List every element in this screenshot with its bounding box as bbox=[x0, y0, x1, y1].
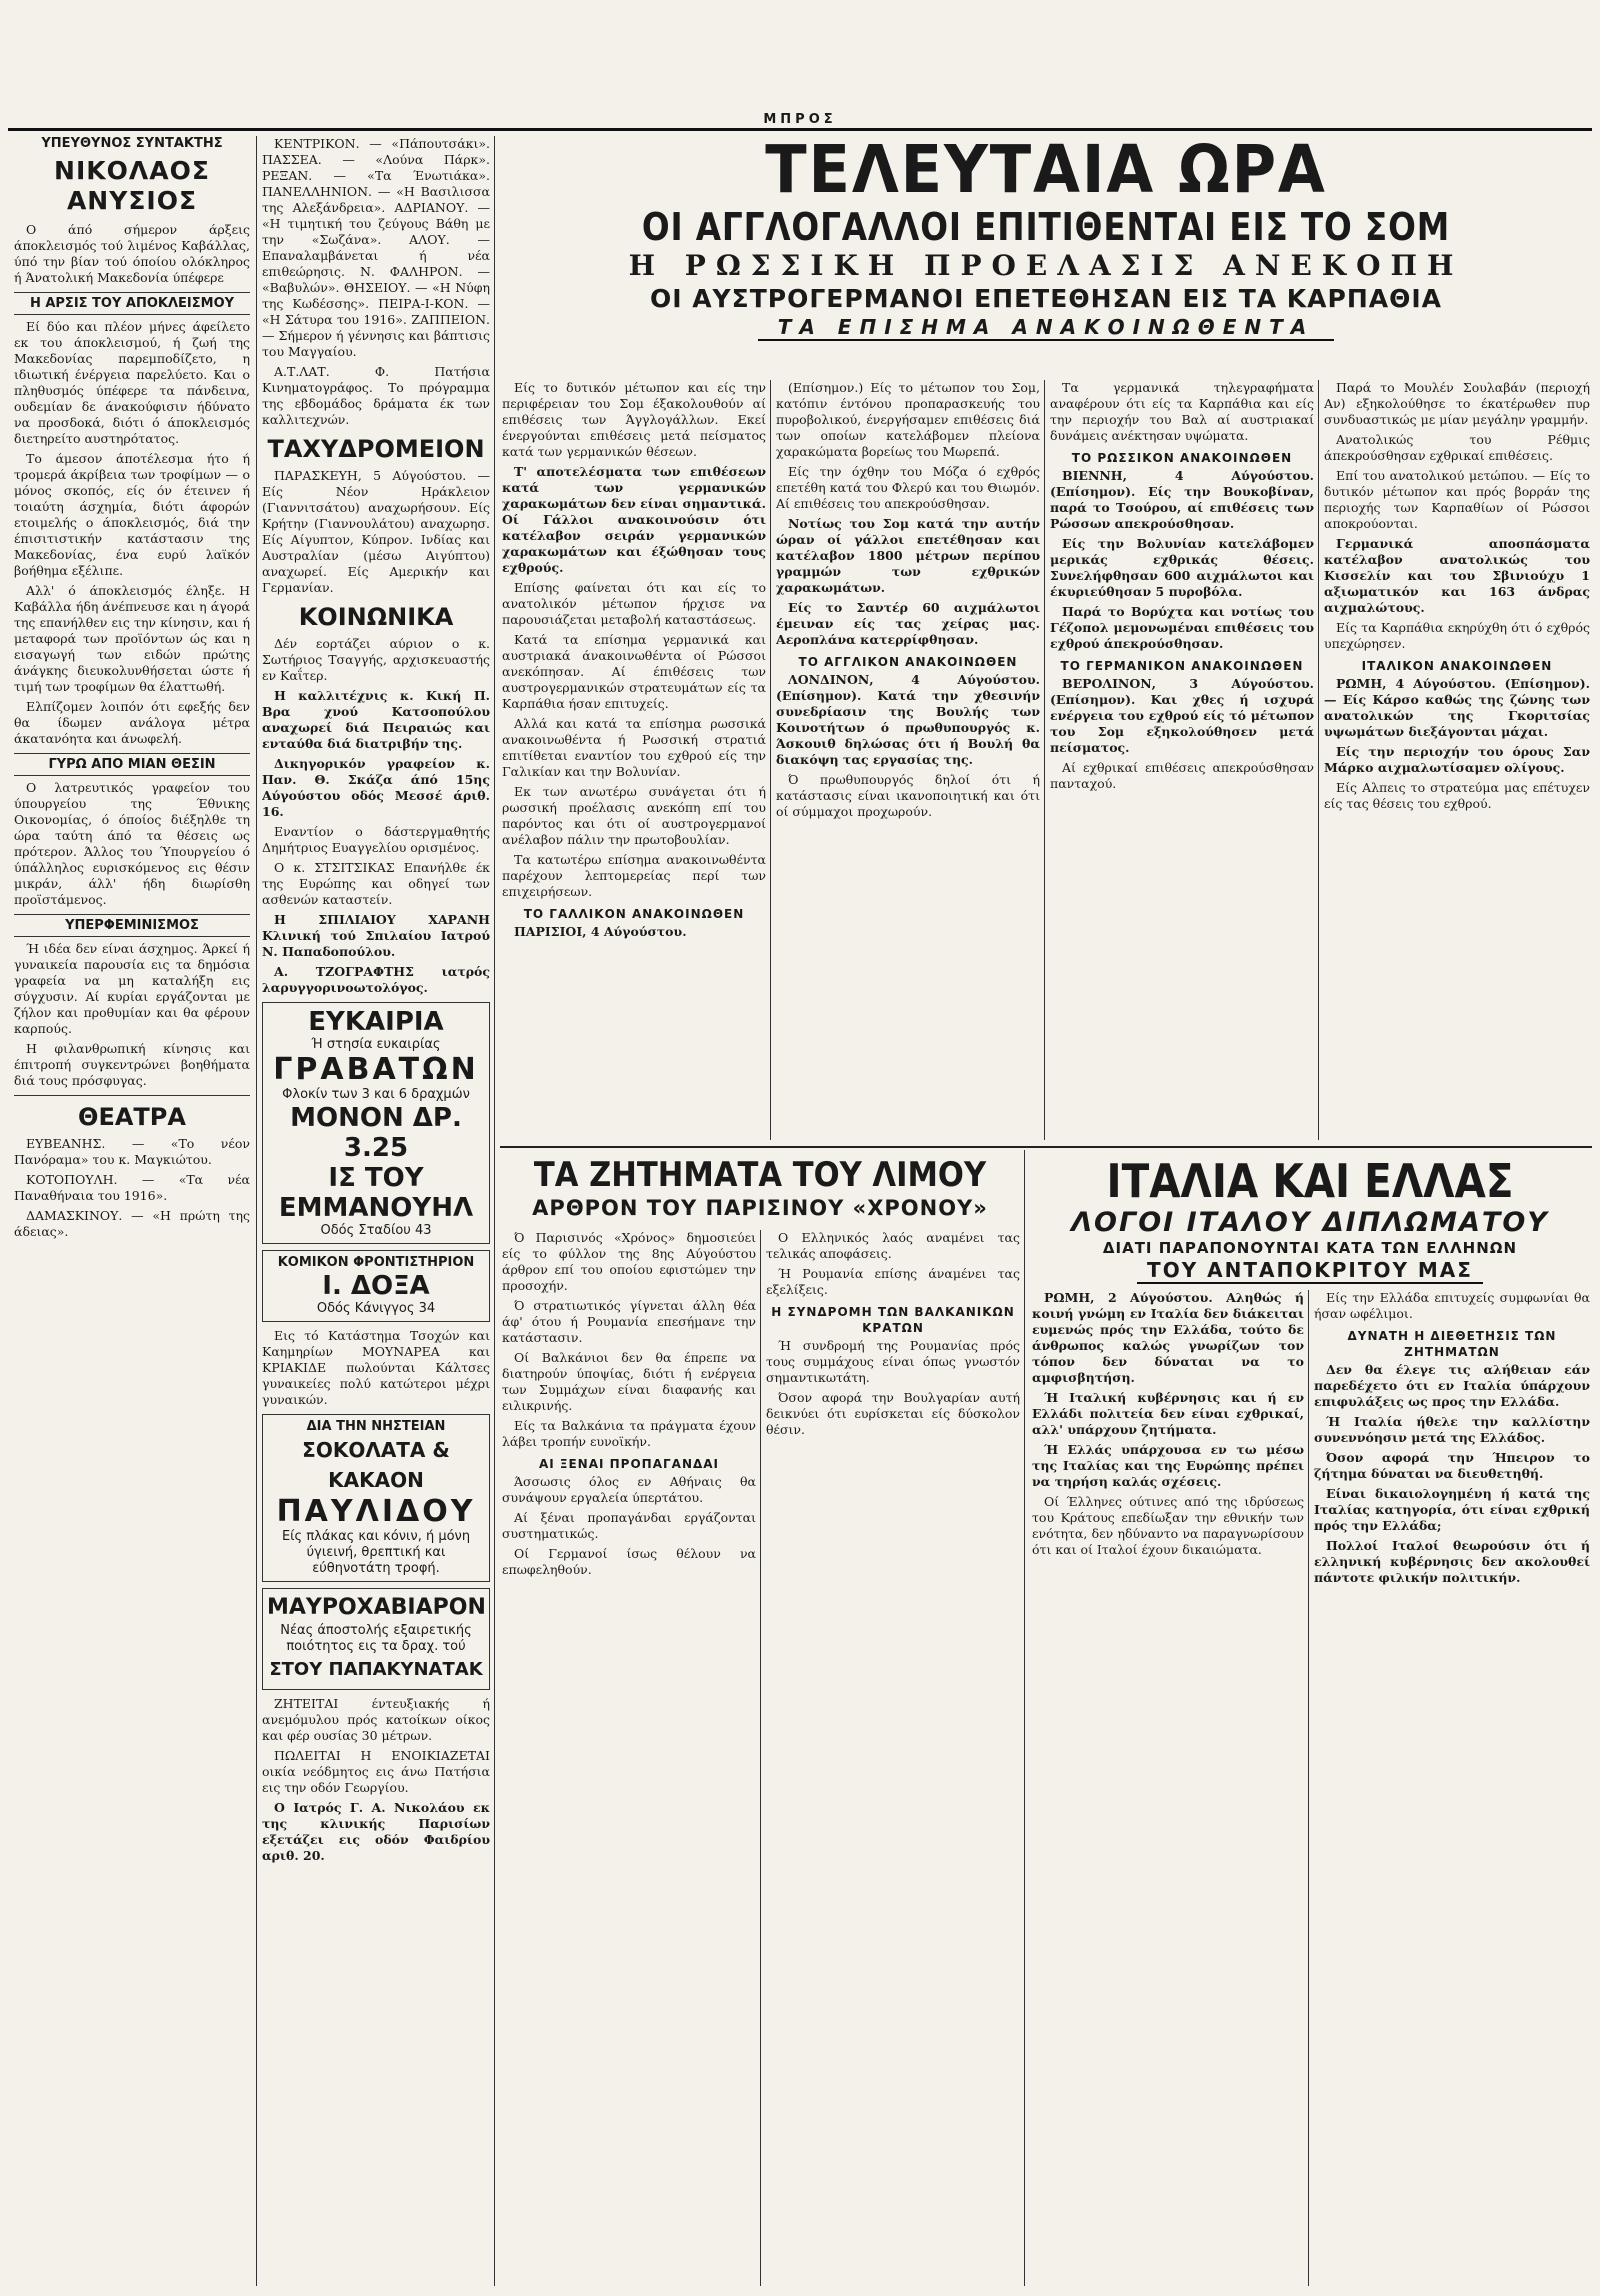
article-headline-italy bbox=[1030, 1155, 1590, 1284]
paragraph: Είναι δικαιολογημένη ή κατά της Ιταλίας κατηγορία, ότι είναι εχθρική πρός την Ελλάδα; bbox=[1314, 1486, 1590, 1533]
column-second bbox=[262, 136, 490, 2286]
paragraph: Επίσης φαίνεται ότι και είς το ανατολικόν μέτωπον ήρχισε να παρουσιάζεται μεταβολή καταστάσεως. bbox=[502, 580, 766, 627]
section-heading: ΤΟ ΓΑΛΛΙΚΟΝ ΑΝΑΚΟΙΝΩΘΕΝ bbox=[523, 907, 745, 921]
paragraph: ΠΩΛΕΙΤΑΙ Η ΕΝΟΙΚΙΑΖΕΤΑΙ οικία νεόδμητος εις άνω Πατήσια εις την οδόν Γεωργίου. bbox=[262, 1748, 490, 1795]
news-column-2 bbox=[776, 380, 1040, 1140]
column-rule bbox=[256, 136, 257, 2286]
masthead-strip bbox=[0, 112, 1600, 126]
section-heading: ΤΑΧΥΔΡΟΜΕΙΟΝ bbox=[267, 435, 485, 463]
article-famine-col-2 bbox=[766, 1230, 1020, 2286]
article-headline-famine bbox=[500, 1155, 1020, 1221]
paragraph: (Επίσημον.) Είς το μέτωπον του Σομ, κατόπιν έντόνου προπαρασκευής του πυροβολικού, ένεργήσαμεν επιθέσεις διά των οποίων κατελάβομεν πλείονα χαρακώματα βορείως του Μωρεπά. bbox=[776, 380, 1040, 459]
section-heading: ΤΟ ΡΩΣΣΙΚΟΝ ΑΝΑΚΟΙΝΩΘΕΝ bbox=[1071, 451, 1293, 465]
paragraph: Τ' αποτελέσματα των επιθέσεων κατά των γερμανικών χαρακωμάτων δεν είναι σημαντικά. Οί Γάλλοι ανακοινούσιν ότι κατέλαβον σειράν γερμανικών χαρακωμάτων και έξώθησαν τους εχθρούς. bbox=[502, 464, 766, 575]
paragraph: Είς το δυτικόν μέτωπον και είς την περιφέρειαν του Σομ έξακολουθούν αί επιθέσεις των Άγγλογάλλων. Εκεί ένεργούνται επιθέσεις μετά πείσματος κατά των γερμανικών θέσεων. bbox=[502, 380, 766, 459]
paragraph: Ή Ρουμανία επίσης άναμένει τας εξελίξεις. bbox=[766, 1266, 1020, 1297]
ad-shop: ΙΣ ΤΟΥ ΕΜΜΑΝΟΥΗΛ bbox=[278, 1163, 474, 1223]
section-heading: ΤΟ ΓΕΡΜΑΝΙΚΟΝ ΑΝΑΚΟΙΝΩΘΕΝ bbox=[1060, 659, 1304, 673]
advertisement-ties bbox=[262, 1002, 490, 1244]
headline-label: ΤΑ ΕΠΙΣΗΜΑ ΑΝΑΚΟΙΝΩΘΕΝΤΑ bbox=[758, 315, 1335, 341]
section-heading: ΙΤΑΛΙΚΟΝ ΑΝΑΚΟΙΝΩΘΕΝ bbox=[1361, 659, 1553, 673]
paragraph: Ή Ελλάς υπάρχουσα εν τω μέσω της Ιταλίας και της Ευρώπης πρέπει να τηρήση καλάς σχέσεις. bbox=[1032, 1442, 1304, 1489]
paragraph: Τα γερμανικά τηλεγραφήματα αναφέρουν ότι είς τα Καρπάθια και είς την περιοχήν του Βαλ αί αυστριακαί δυνάμεις ανέκτησαν υψώματα. bbox=[1050, 380, 1314, 443]
paragraph: Τα κατωτέρω επίσημα ανακοινωθέντα παρέχουν λεπτομερείας περί των επιχειρήσεων. bbox=[502, 852, 766, 899]
paragraph: Είς την Ελλάδα επιτυχείς συμφωνίαι θα ήσαν ωφέλιμοι. bbox=[1314, 1290, 1590, 1321]
editor-name: ΝΙΚΟΛΑΟΣ ΑΝΥΣΙΟΣ bbox=[54, 156, 210, 215]
paragraph: Α.Τ.ΛΑΤ. Φ. Πατήσια Κινηματογράφος. Το πρόγραμμα της εβδομάδος δράματα έκ των καλλιτεχνών. bbox=[262, 364, 490, 427]
column-rule bbox=[494, 136, 495, 2286]
paragraph: Άσσωσις όλος εν Αθήναις θα συνάψουν εργαλεία ύπερτάτου. bbox=[502, 1474, 756, 1505]
headline-subdeck: ΟΙ ΑΥΣΤΡΟΓΕΡΜΑΝΟΙ ΕΠΕΤΕΘΗΣΑΝ ΕΙΣ ΤΑ ΚΑΡΠΑΘΙΑ bbox=[649, 284, 1443, 313]
article-italy-col-2 bbox=[1314, 1290, 1590, 2286]
ad-price: ΜΟΝΟΝ ΔΡ. 3.25 bbox=[290, 1103, 462, 1163]
article-title: ΙΤΑΛΙΑ ΚΑΙ ΕΛΛΑΣ bbox=[1106, 1154, 1514, 1208]
section-heading: ΓΥΡΩ ΑΠΟ ΜΙΑΝ ΘΕΣΙΝ bbox=[14, 753, 250, 776]
paragraph: ΡΩΜΗ, 4 Αύγούστου. (Επίσημον). — Είς Κάρσο καθώς της ζώνης των ανατολικών της Γκοριτσίας υψωμάτων διεξάγονται μάχαι. bbox=[1324, 676, 1590, 739]
headline-title: ΤΕΛΕΥΤΑΙΑ ΩΡΑ bbox=[765, 131, 1327, 208]
paragraph: Εις τό Κατάστημα Τσοχών και Καημηρίων ΜΟΥΝΑΡΕΑ και ΚΡΙΑΚΙΔΕ πωλούνται Κάλτσες γυναικείες πολύ κατώτεροι μέχρι γυναικών. bbox=[262, 1328, 490, 1407]
paragraph: Ό στρατιωτικός γίγνεται άλλη θέα άφ' ότου ή Ρουμανία επεσήμανε την κατάστασιν. bbox=[502, 1298, 756, 1345]
paragraph: Αλλ' ό άποκλεισμός έληξε. Η Καβάλλα ήδη άνέπνευσε και η άγορά της επανήλθεν εις την κίνησιν, και ή μεταφορά των προϊόντων ώς και η εισαγωγή των ειδών πρώτης άνάγκης διευκολυνθήσεται ώστε ή τιμή των τροφίμων θα έλαττωθή. bbox=[14, 583, 250, 694]
paragraph: Είς Αλπεις το στρατεύμα μας επέτυχεν είς τας θέσεις του εχθρού. bbox=[1324, 780, 1590, 811]
paragraph: ΚΕΝΤΡΙΚΟΝ. — «Πάπουτσάκι». ΠΑΣΣΕΑ. — «Λούνα Πάρκ». ΡΕΞΑΝ. — «Τα Ένωτιάκα». ΠΑΝΕΛΛΗΝΙΟΝ. — «Η Βασιλισσα της Αλεξάνδρεια». ΑΔΡΙΑΝΟΥ. — «Η τιμητική του ζεύγους Βάθη με την «Σωζάνα». ΑΛΟΥ. — Επαναλαμβάνεται ή νέα επιθεώρησις. Ν. ΦΑΛΗΡΟΝ. — «Βαβυλών». ΘΗΣΕΙΟΥ. — «Η Νύφη της Κωδέσσης». ΠΕΙΡΑ-Ι-ΚΟΝ. — «Η Σάτυρα του 1916». ΖΑΠΠΕΙΟΝ. — Σήμερον ή γέννησις και βάπτισις του Μαγγαίου. bbox=[262, 136, 490, 359]
column-rule bbox=[1308, 1290, 1309, 2286]
paragraph: Ο κ. ΣΤΣΙΤΣΙΚΑΣ Επανήλθε έκ της Ευρώπης και οδηγεί των ασθενών καταστείν. bbox=[262, 860, 490, 907]
ad-heading: ΚΟΜΙΚΟΝ ΦΡΟΝΤΙΣΤΗΡΙΟΝ bbox=[277, 1255, 475, 1270]
article-famine-col-1 bbox=[502, 1230, 756, 2286]
paragraph: Ή Ιταλία ήθελε την καλλίστην συνεννόησιν μετά της Ελλάδος. bbox=[1314, 1414, 1590, 1445]
paragraph: Εί δύο και πλέον μήνες άφείλετο εκ του άποκλεισμού, ή ζωή της Μακεδονίας παρεμποδίζετο, η ιδιωτική ένέργεια παρελύετο. Και ο πληθυσμός ύπέφερε τα πάνδεινα, ουδεμίαν δε άνακούφισιν ήδύνατο να προσδοκά, διότι ό άποκλεισμός διετηρείτο αυστηρότατος. bbox=[14, 319, 250, 446]
paragraph: Δέν εορτάζει αύριον ο κ. Σωτήριος Τσαγγής, αρχισκευαστής εν Καΐτερ. bbox=[262, 636, 490, 683]
paragraph: Ο Ελληνικός λαός αναμένει τας τελικάς αποφάσεις. bbox=[766, 1230, 1020, 1261]
news-column-1 bbox=[502, 380, 766, 1140]
ad-heading: ΕΥΚΑΙΡΙΑ bbox=[308, 1007, 444, 1037]
paragraph: Όσον αφορά την Ήπειρον το ζήτημα δύναται να διευθετηθή. bbox=[1314, 1450, 1590, 1481]
paragraph: Η ΣΠΙΛΙΑΙΟΥ ΧΑΡΑΝΗ Κλινική τού Σπιλαίου Ιατρού Ν. Παπαδοπούλου. bbox=[262, 912, 490, 959]
ad-address: Οδός Σταδίου 43 bbox=[320, 1223, 432, 1238]
ad-text: Φλοκίν των 3 και 6 δραχμών bbox=[282, 1087, 470, 1102]
ad-heading: ΔΙΑ ΤΗΝ ΝΗΣΤΕΙΑΝ bbox=[306, 1419, 446, 1434]
news-column-3 bbox=[1050, 380, 1314, 1140]
paragraph: Οί Έλληνες ούτινες από της ιδρύσεως του Κράτους επεδίωξαν την εθνικήν των ενότητα, δεν ηδύναντο να παραγνωρίσουν ότι και οί Ιταλοί έχουν δικαιώματα. bbox=[1032, 1494, 1304, 1557]
column-rule bbox=[1024, 1150, 1025, 2286]
ad-title: ΓΡΑΒΑΤΩΝ bbox=[273, 1052, 479, 1087]
paragraph: Παρά το Μουλέν Σουλαβάν (περιοχή Αν) εξηκολούθησε το έκατέρωθεν πυρ συνδυαστικώς με μίαν μεγάλην γραμμήν. bbox=[1324, 380, 1590, 427]
paragraph: Αλλά και κατά τα επίσημα ρωσσικά ανακοινωθέντα ή Ρωσσική στρατιά επιτίθεται εναντίον του εχθρού είς την Γαλικίαν και την Βολυνίαν. bbox=[502, 716, 766, 779]
ad-title: ΠΑΥΛΙΔΟΥ bbox=[276, 1494, 476, 1529]
article-subtitle: ΔΙΑΤΙ ΠΑΡΑΠΟΝΟΥΝΤΑΙ ΚΑΤΑ ΤΩΝ ΕΛΛΗΝΩΝ bbox=[1102, 1239, 1518, 1257]
paragraph: ΡΩΜΗ, 2 Αύγούστου. Αληθώς ή κοινή γνώμη εν Ιταλία δεν διάκειται ευμενώς πρός την Ελλάδα, τούτο δε άνθρωπος καλώς γνωρίζων τον τόπον δεν δύναται να το αμφισβητήση. bbox=[1032, 1290, 1304, 1385]
ad-text: Είς πλάκας και κόνιν, ή μόνη ύγιεινή, θρεπτική και εύθηνοτάτη τροφή. bbox=[281, 1529, 471, 1576]
paragraph: Ο Ιατρός Γ. Α. Νικολάου εκ της κλινικής Παρισίων εξετάζει εις οδόν Φαιδρίου αριθ. 20. bbox=[262, 1800, 490, 1863]
column-left bbox=[14, 136, 250, 2286]
paragraph: Όσον αφορά την Βουλγαρίαν αυτή δεικνύει ότι ευρίσκεται είς δύσκολον θέσιν. bbox=[766, 1390, 1020, 1437]
advertisement-chocolate bbox=[262, 1414, 490, 1582]
paragraph: Ή ιδέα δεν είναι άσχημος. Άρκεί ή γυναικεία παρουσία εις τα δημόσια γραφεία να μη καταλήξη εις σύγχυσιν. Αί κυρίαι εργάζονται με ζήλον και προθυμίαν και θα φέρουν καρπούς. bbox=[14, 941, 250, 1036]
section-heading: ΑΙ ΞΕΝΑΙ ΠΡΟΠΑΓΑΝΔΑΙ bbox=[538, 1457, 720, 1471]
paragraph: Α. ΤΖΟΓΡΑΦΤΗΣ ιατρός λαρυγγορινοωτολόγος. bbox=[262, 964, 490, 995]
masthead-title: ΜΠΡΟΣ bbox=[763, 111, 837, 127]
ad-address: Οδός Κάνιγγος 34 bbox=[316, 1301, 436, 1316]
paragraph: Είς το Σαντέρ 60 αιχμάλωτοι έμειναν είς τας χείρας μας. Αεροπλάνα κατερρίφθησαν. bbox=[776, 600, 1040, 647]
article-subtitle: ΑΡΘΡΟΝ ΤΟΥ ΠΑΡΙΣΙΝΟΥ «ΧΡΟΝΟΥ» bbox=[532, 1196, 988, 1220]
ad-title: ΜΑΥΡΟΧΑΒΙΑΡΟΝ bbox=[267, 1595, 486, 1620]
advertisement-caviar bbox=[262, 1588, 490, 1690]
paragraph: Ό πρωθυπουργός δηλοί ότι ή κατάστασις είναι ικανοποιητική και ότι οί σύμμαχοι προχωρούν. bbox=[776, 772, 1040, 819]
headline-deck: ΟΙ ΑΓΓΛΟΓΑΛΛΟΙ ΕΠΙΤΙΘΕΝΤΑΙ ΕΙΣ ΤΟ ΣΟΜ bbox=[641, 205, 1451, 249]
article-subtitle: ΛΟΓΟΙ ΙΤΑΛΟΥ ΔΙΠΛΩΜΑΤΟΥ bbox=[1071, 1207, 1549, 1238]
column-rule bbox=[770, 380, 771, 1140]
news-column-4 bbox=[1324, 380, 1590, 1140]
section-heading: ΥΠΕΡΦΕΜΙΝΙΣΜΟΣ bbox=[14, 914, 250, 937]
paragraph: Εναντίον ο δάστεργμαθητής Δημήτριος Ευαγγελίου ορισμένος. bbox=[262, 824, 490, 855]
ad-subtitle: ΣΟΚΟΛΑΤΑ & ΚΑΚΑΟΝ bbox=[302, 1438, 450, 1492]
section-heading: ΚΟΙΝΩΝΙΚΑ bbox=[298, 603, 454, 631]
paragraph: Κατά τα επίσημα γερμανικά και αυστριακά άνακοινωθέντα οί Ρώσσοι ανεκόπησαν. Αί έπιθέσεις των αυστρογερμανικών στρατευμάτων είς τα Καρπάθια ήσαν επιτυχείς. bbox=[502, 632, 766, 711]
section-heading: Η ΑΡΣΙΣ ΤΟΥ ΑΠΟΚΛΕΙΣΜΟΥ bbox=[14, 292, 250, 315]
paragraph: Οί Γερμανοί ίσως θέλουν να επωφεληθούν. bbox=[502, 1546, 756, 1577]
article-byline: ΤΟΥ ΑΝΤΑΠΟΚΡΙΤΟΥ ΜΑΣ bbox=[1137, 1258, 1483, 1284]
paragraph: Ο άπό σήμερον άρξεις άποκλεισμός τού λιμένος Καβάλλας, ύπό την βίαν τού όποίου ολόκληρος ή Άνατολική Μακεδονία ύπέφερε bbox=[14, 222, 250, 285]
paragraph: Δεν θα έλεγε τις αλήθειαν εάν παρεδέχετο ότι εν Ιταλία ύπάρχουν επιφυλάξεις ως προς την Ελλάδα. bbox=[1314, 1362, 1590, 1409]
column-rule bbox=[1044, 380, 1045, 1140]
theatre-listing: ΔΑΜΑΣΚΙΝΟΥ. — «Η πρώτη της άδειας». bbox=[14, 1208, 250, 1239]
paragraph: Πολλοί Ιταλοί θεωρούσιν ότι ή ελληνική κυβέρνησις δεν ακολουθεί πάντοτε φιλικήν πολιτικήν. bbox=[1314, 1538, 1590, 1585]
paragraph: Ή συνδρομή της Ρουμανίας πρός τους συμμάχους είναι όπως γνωστόν σημαντικωτάτη. bbox=[766, 1338, 1020, 1385]
article-title: ΤΑ ΖΗΤΗΜΑΤΑ ΤΟΥ ΛΙΜΟΥ bbox=[533, 1155, 987, 1195]
paragraph: ΛΟΝΔΙΝΟΝ, 4 Αύγούστου. (Επίσημον). Κατά την χθεσινήν συνεδρίασιν της Βουλής των Κοινοτήτων ό πρωθυπουργός κ. Άσκουιθ δηλώσας ότι ή Βουλή θα διακόψη τας εργασίας της. bbox=[776, 672, 1040, 767]
theatre-listing: ΚΟΤΟΠΟΥΛΗ. — «Τα νέα Παναθήναια του 1916». bbox=[14, 1172, 250, 1203]
ad-text: Ή στησία ευκαιρίας bbox=[311, 1037, 441, 1052]
paragraph: Επί του ανατολικού μετώπου. — Είς το δυτικόν μέτωπον και πρός βορράν της περιοχής των Καρπαθίων οί Ρώσσοι αποκρούονται. bbox=[1324, 468, 1590, 531]
paragraph: ΠΑΡΑΣΚΕΥΗ, 5 Αύγούστου. — Είς Νέον Ηράκλειον (Γιαννιτσάτου) αναχωρήσουν. Είς Κρήτην (Γιαννουλάτου) αναχωρησ. Είς Αίγυπτον, Κύπρον. Ινδίας και Αυστραλίαν (μέσω Αιγύπτου) αναχωρεί. Είς Αμερικήν και Γερμανίαν. bbox=[262, 468, 490, 595]
paragraph: Είς την όχθην του Μόζα ό εχθρός επετέθη κατά του Φλερύ και του Θιωμόν. Αί επιθέσεις του απεκρούσθησαν. bbox=[776, 464, 1040, 511]
editor-kicker: ΥΠΕΥΘΥΝΟΣ ΣΥΝΤΑΚΤΗΣ bbox=[41, 136, 223, 151]
ad-title: Ι. ΔΟΞΑ bbox=[322, 1271, 430, 1301]
paragraph: Ή Ιταλική κυβέρνησις και ή εν Ελλάδι πολιτεία δεν είναι εχθρικαί, αλλ' υπάρχουν ζητήματα. bbox=[1032, 1390, 1304, 1437]
paragraph: Οί Βαλκάνιοι δεν θα έπρεπε να διατηρούν ύποψίας, διότι ή ενέργεια των Συμμάχων είναι διαφανής και ειλικρινής. bbox=[502, 1350, 756, 1413]
paragraph: Η φιλανθρωπική κίνησις και έπιτροπή συγκεντρώνει βοηθήματα διά τους πρόσφυγας. bbox=[14, 1041, 250, 1088]
section-heading: Η ΣΥΝΔΡΟΜΗ ΤΩΝ ΒΑΛΚΑΝΙΚΩΝ ΚΡΑΤΩΝ bbox=[771, 1305, 1015, 1335]
section-heading: ΔΥΝΑΤΗ Η ΔΙΕΘΕΤΗΣΙΣ ΤΩΝ ΖΗΤΗΜΑΤΩΝ bbox=[1347, 1329, 1557, 1359]
paragraph: ΠΑΡΙΣΙΟΙ, 4 Αύγούστου. bbox=[514, 924, 687, 939]
paragraph: Αί ξέναι προπαγάνδαι εργάζονται συστηματικώς. bbox=[502, 1510, 756, 1541]
advertisement-tutoring bbox=[262, 1250, 490, 1322]
paragraph: Είς την Βολυνίαν κατελάβομεν μερικάς εχθρικάς θέσεις. Συνελήφθησαν 600 αιχμάλωτοι και έκυριεύθησαν 5 πυροβόλα. bbox=[1050, 536, 1314, 599]
main-headline bbox=[500, 131, 1592, 341]
section-rule bbox=[500, 1146, 1592, 1148]
article-italy-col-1 bbox=[1032, 1290, 1304, 2286]
ad-shop: ΣΤΟΥ ΠΑΠΑΚΥΝΑΤΑΚ bbox=[269, 1659, 483, 1680]
paragraph: Το άμεσον άποτέλεσμα ήτο ή τρομερά άκρίβεια των τροφίμων — ο μόνος σκοπός, είς όν έτεινεν ή τοιαύτη άσχημία, διότι άφορών ετοιμελής ο άποκλεισμός, διά την έπισιτιστικήν κατάστασιν της Μακεδονίας, ένα ευρύ λαϊκόν βοήθημα εξέλιπε. bbox=[14, 451, 250, 578]
ad-text: Νέας άποστολής εξαιρετικής ποιότητος εις τα δραχ. τού bbox=[280, 1623, 472, 1654]
paragraph: Αί εχθρικαί επιθέσεις απεκρούσθησαν πανταχού. bbox=[1050, 760, 1314, 791]
paragraph: Η καλλιτέχνις κ. Κική Π. Βρα χνού Κατσοπούλου αναχωρεί διά Πειραιώς και ενταύθα διά διατριβήν της. bbox=[262, 688, 490, 751]
paragraph: ΖΗΤΕΙΤΑΙ έντευξιακής ή ανεμόμυλου πρός κατοίκων οίκος και φέρ ουσίας 30 μέτρων. bbox=[262, 1696, 490, 1743]
paragraph: Ό Παρισινός «Χρόνος» δημοσιεύει είς το φύλλον της 8ης Αύγούστου άρθρον επί του οποίου εφιστώμεν την προσοχήν. bbox=[502, 1230, 756, 1293]
paragraph: Είς τα Καρπάθια εκηρύχθη ότι ό εχθρός υπεχώρησεν. bbox=[1324, 620, 1590, 651]
paragraph: Γερμανικά αποσπάσματα κατέλαβον ανατολικώς του Κισσελίν και του Σβινιούχυ 1 αξιωματικόν και 163 άνδρας αιχμαλώτους. bbox=[1324, 536, 1590, 615]
column-rule bbox=[760, 1230, 761, 2286]
headline-subdeck: Η ΡΩΣΣΙΚΗ ΠΡΟΕΛΑΣΙΣ ΑΝΕΚΟΠΗ bbox=[628, 249, 1464, 282]
divider bbox=[14, 1095, 250, 1096]
paragraph: Νοτίως του Σομ κατά την αυτήν ώραν οί γάλλοι επετέθησαν και κατέλαβον 1800 μέτρων περίπου γραμμών των εχθρικών χαρακωμάτων. bbox=[776, 516, 1040, 595]
theatre-listing: ΕΥΒΕΑΝΗΣ. — «Το νέον Πανόραμα» του κ. Μαγκιώτου. bbox=[14, 1136, 250, 1167]
column-rule bbox=[1318, 380, 1319, 1140]
paragraph: Είς την περιοχήν του όρους Σαν Μάρκο αιχμαλωτίσαμεν ολίγους. bbox=[1324, 744, 1590, 775]
paragraph: Παρά το Βορύχτα και νοτίως του Γέζοπολ μεμονωμέναι επιθέσεις του εχθρού άπεκρούσθησαν. bbox=[1050, 604, 1314, 651]
paragraph: Είς τα Βαλκάνια τα πράγματα έχουν λάβει τροπήν ευνοϊκήν. bbox=[502, 1418, 756, 1449]
section-heading: ΤΟ ΑΓΓΛΙΚΟΝ ΑΝΑΚΟΙΝΩΘΕΝ bbox=[798, 655, 1018, 669]
paragraph: Ανατολικώς του Ρέθμις άπεκρούσθησαν εχθρικαί επιθέσεις. bbox=[1324, 432, 1590, 463]
theatre-heading: ΘΕΑΤΡΑ bbox=[78, 1103, 186, 1131]
paragraph: Ελπίζομεν λοιπόν ότι εφεξής δεν θα ίδωμεν ανάλογα μέτρα άκατανόητα και άνωφελή. bbox=[14, 699, 250, 746]
paragraph: ΒΙΕΝΝΗ, 4 Αύγούστου. (Επίσημον). Είς την Βουκοβίναν, παρά το Τσούρου, αί επιθέσεις των Ρώσσων απεκρούσθησαν. bbox=[1050, 468, 1314, 531]
paragraph: Δικηγορικόν γραφείον κ. Παν. Θ. Σκάζα άπό 15ης Αύγούστου οδός Μεσσέ άριθ. 16. bbox=[262, 756, 490, 819]
paragraph: Εκ των ανωτέρω συνάγεται ότι ή ρωσσική προέλασις ανεκόπη επί του παρόντος και ότι οί αυστρογερμανοί ανέλαβον πάλιν την πρωτοβουλίαν. bbox=[502, 784, 766, 847]
paragraph: ΒΕΡΟΛΙΝΟΝ, 3 Αύγούστου. (Επίσημον). Και χθες ή ισχυρά ενέργεια του εχθρού είς τό μέτωπον του Σομ εξηκολούθησεν μετά πείσματος. bbox=[1050, 676, 1314, 755]
paragraph: Ο λατρευτικός γραφείον του ύπουργείου της Έθνικης Οικονομίας, ό όποίος διέξηλθε τη ώρα ταύτη άπό τα θέσεις ως πρότερον. Άλλος του Ύπουργείου ό ύπάλληλος ευρισκόμενος εις θέσιν μικράν, άλλ' ήδη διωρίσθη προϊστάμενος. bbox=[14, 780, 250, 907]
